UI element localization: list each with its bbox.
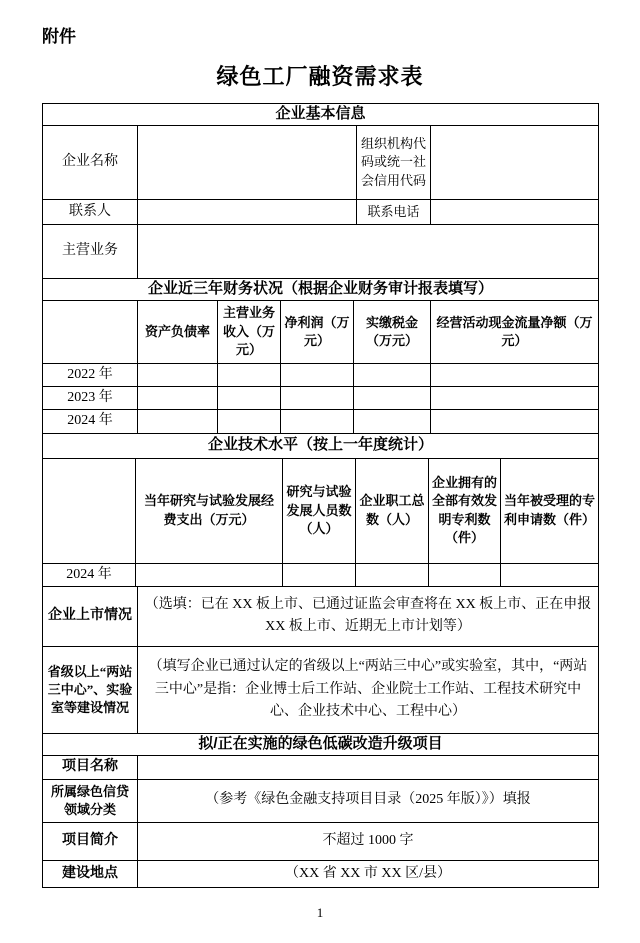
tech-col-total-staff: 企业职工总数（人） (356, 458, 429, 563)
fin-year-2023-label: 2023 年 (43, 387, 138, 410)
stations-input-cell[interactable]: （填写企业已通过认定的省级以上“两站三中心”或实验室，其中，“两站三中心”是指：企业博士后工作站、企业院士工作站、工程技术研究中心、企业技术中心、工程中心） (138, 646, 599, 733)
listing-project-table (42, 586, 599, 888)
fin-year-2022-label: 2022 年 (43, 363, 138, 386)
tech-year-2024-label: 2024 年 (43, 563, 136, 586)
technology-table (42, 433, 599, 587)
tech-col-valid-patents: 企业拥有的全部有效发明专利数（件） (429, 458, 501, 563)
section-title-financials: 企业近三年财务状况（根据企业财务审计报表填写） (43, 279, 599, 301)
page-title: 绿色工厂融资需求表 (216, 64, 424, 89)
listing-input-cell[interactable]: （选填：已在 XX 板上市、已通过证监会审查将在 XX 板上市、正在申报 XX 板上市、近期无上市计划等） (138, 586, 599, 646)
fin-col-cash-flow: 经营活动现金流量净额（万元） (431, 300, 599, 363)
project-name-input-cell[interactable] (138, 755, 599, 779)
section-title-basic-info: 企业基本信息 (43, 104, 599, 126)
fin-corner-cell (43, 300, 138, 363)
main-business-label: 主营业务 (43, 225, 138, 279)
tech-col-rd-staff: 研究与试验发展人员数（人） (283, 458, 356, 563)
main-business-input-cell[interactable] (138, 225, 599, 279)
contact-input-cell[interactable] (138, 200, 357, 225)
credit-category-input-cell[interactable]: （参考《绿色金融支持项目目录（2025 年版）》）填报 (138, 779, 599, 822)
fin-2022-input-cell[interactable] (431, 363, 599, 386)
section-title-project: 拟/正在实施的绿色低碳改造升级项目 (43, 733, 599, 755)
fin-col-debt-ratio: 资产负债率 (138, 300, 218, 363)
fin-2023-input-cell[interactable] (354, 387, 431, 410)
tech-2024-input-cell[interactable] (283, 563, 356, 586)
tech-2024-input-cell[interactable] (429, 563, 501, 586)
company-name-label: 企业名称 (43, 126, 138, 200)
project-intro-input-cell[interactable]: 不超过 1000 字 (138, 822, 599, 860)
stations-label: 省级以上“两站三中心”、实验室等建设情况 (43, 646, 138, 733)
fin-2024-input-cell[interactable] (354, 410, 431, 433)
tech-2024-input-cell[interactable] (136, 563, 283, 586)
phone-input-cell[interactable] (431, 200, 599, 225)
company-name-input-cell[interactable] (138, 126, 357, 200)
fin-2022-input-cell[interactable] (354, 363, 431, 386)
tech-2024-input-cell[interactable] (501, 563, 599, 586)
project-intro-label: 项目简介 (43, 822, 138, 860)
fin-2022-input-cell[interactable] (218, 363, 281, 386)
fin-2023-input-cell[interactable] (218, 387, 281, 410)
fin-2023-input-cell[interactable] (431, 387, 599, 410)
fin-2022-input-cell[interactable] (281, 363, 354, 386)
fin-year-2024-label: 2024 年 (43, 410, 138, 433)
contact-label: 联系人 (43, 200, 138, 225)
fin-2022-input-cell[interactable] (138, 363, 218, 386)
location-label: 建设地点 (43, 860, 138, 887)
form-table (42, 103, 599, 888)
listing-label: 企业上市情况 (43, 586, 138, 646)
project-name-label: 项目名称 (43, 755, 138, 779)
org-code-label: 组织机构代码或统一社会信用代码 (357, 126, 431, 200)
fin-2023-input-cell[interactable] (281, 387, 354, 410)
phone-label: 联系电话 (357, 200, 431, 225)
org-code-input-cell[interactable] (431, 126, 599, 200)
fin-col-net-profit: 净利润（万元） (281, 300, 354, 363)
fin-2024-input-cell[interactable] (431, 410, 599, 433)
tech-col-patent-applications: 当年被受理的专利申请数（件） (501, 458, 599, 563)
tech-col-rd-expense: 当年研究与试验发展经费支出（万元） (136, 458, 283, 563)
tech-corner-cell (43, 458, 136, 563)
fin-2024-input-cell[interactable] (138, 410, 218, 433)
tech-2024-input-cell[interactable] (356, 563, 429, 586)
fin-2024-input-cell[interactable] (281, 410, 354, 433)
basic-info-table (42, 103, 599, 279)
financials-table (42, 278, 599, 434)
fin-col-main-revenue: 主营业务收入（万元） (218, 300, 281, 363)
fin-2023-input-cell[interactable] (138, 387, 218, 410)
section-title-technology: 企业技术水平（按上一年度统计） (43, 433, 599, 458)
page-number: 1 (316, 905, 324, 920)
attachment-label: 附件 (42, 27, 76, 46)
fin-col-paid-tax: 实缴税金（万元） (354, 300, 431, 363)
fin-2024-input-cell[interactable] (218, 410, 281, 433)
location-input-cell[interactable]: （XX 省 XX 市 XX 区/县） (138, 860, 599, 887)
credit-category-label: 所属绿色信贷领域分类 (43, 779, 138, 822)
